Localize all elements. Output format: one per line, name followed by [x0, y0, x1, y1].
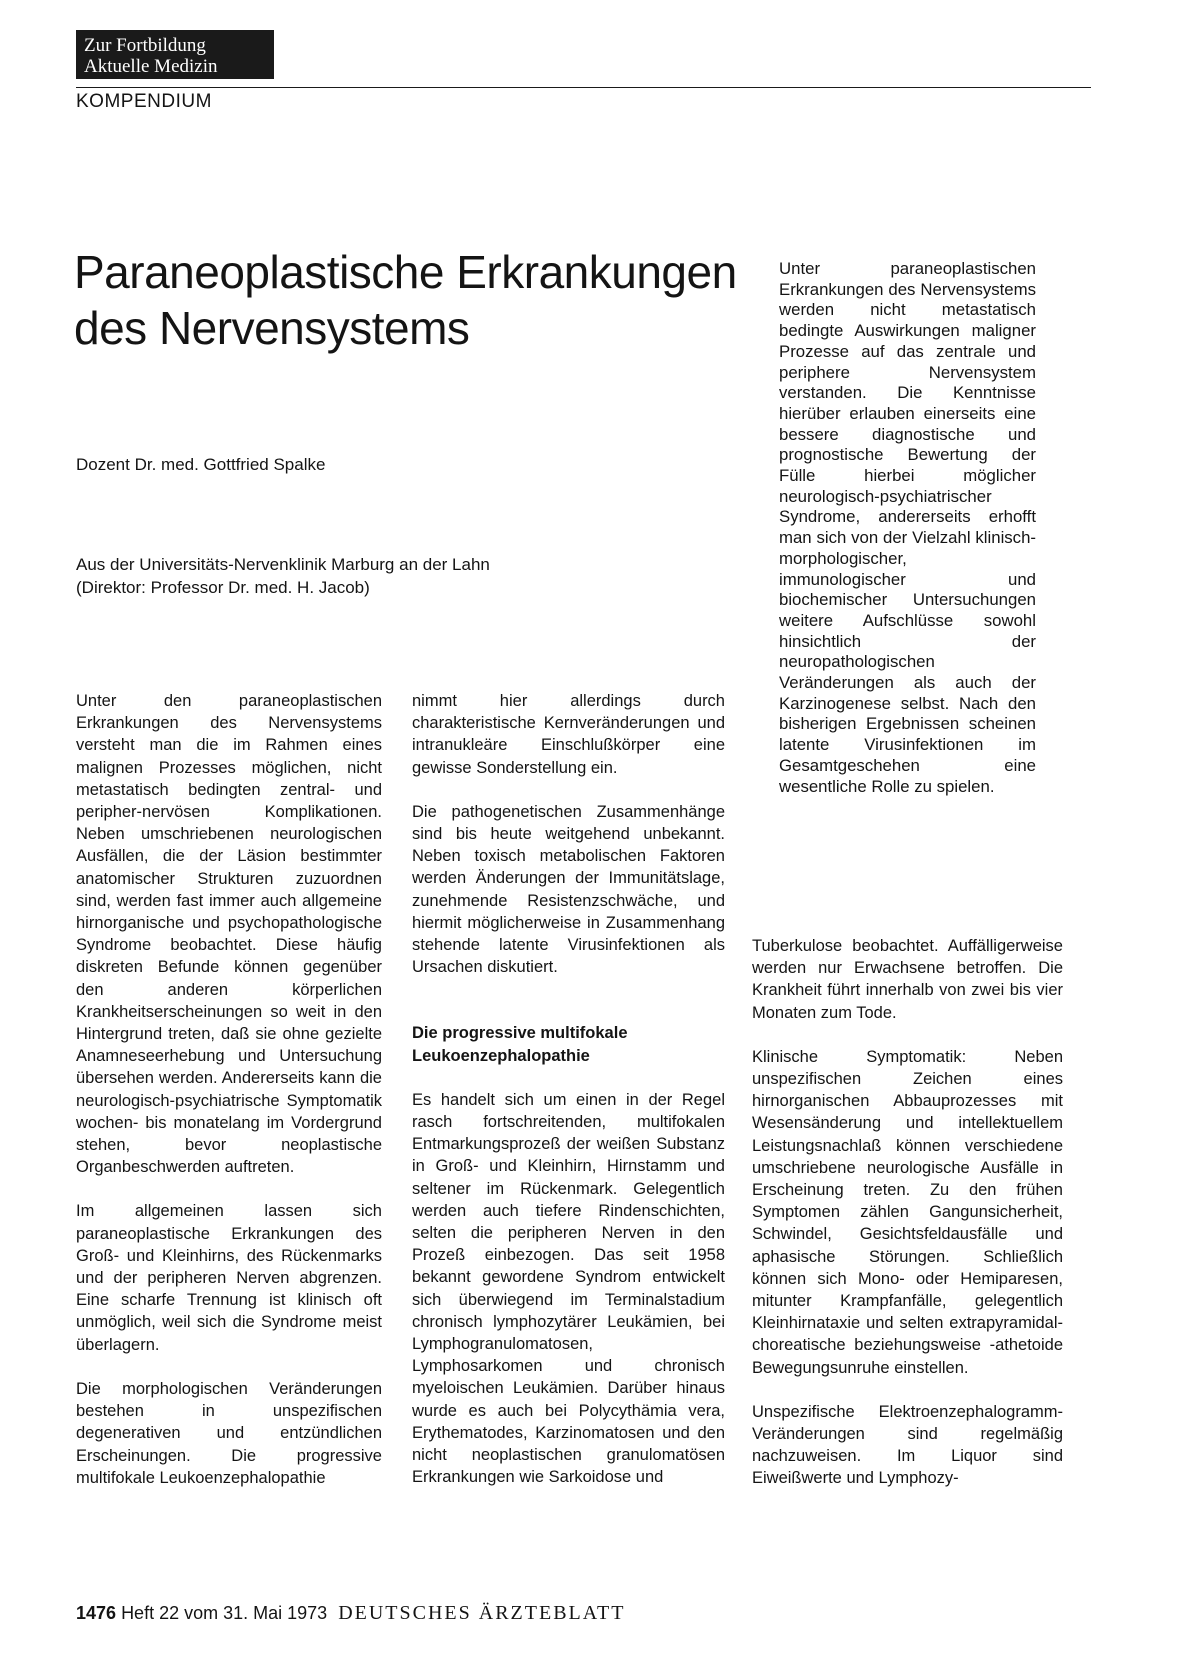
journal-name: DEUTSCHES ÄRZTEBLATT [338, 1602, 626, 1624]
heading-line-1: Die progressive multifokale [412, 1024, 628, 1043]
heading-line-2: Leukoenzephalopathie [412, 1046, 590, 1065]
paragraph: nimmt hier allerdings durch charakteristische Kernveränderungen und intranukleäre Einschlußkörper eine gewisse Sonderstellung ein. [412, 692, 725, 777]
affiliation-line-1: Aus der Universitäts-Nervenklinik Marburg an der Lahn [76, 555, 490, 574]
article-title [74, 244, 774, 356]
title-line-2: des Nervensystems [74, 302, 470, 354]
section-badge [76, 30, 274, 79]
footer [76, 1602, 625, 1625]
paragraph: Tuberkulose beobachtet. Auffälligerweise werden nur Erwachsene betroffen. Die Krankheit führt innerhalb von zwei bis vier Monaten zum Tode. [752, 937, 1063, 1022]
column-3 [752, 935, 1063, 1512]
page-number: 1476 [76, 1603, 117, 1623]
paragraph: Die pathogenetischen Zusammenhänge sind bis heute weitgehend unbekannt. Neben toxisch metabolischen Faktoren werden Änderungen der Immunitätslage, zunehmende Resistenzschwäche, und hiermit möglicherweise in Zusammenhang stehende latente Virusinfektionen als Ursachen diskutiert. [412, 802, 725, 977]
abstract [779, 259, 1036, 819]
paragraph: Die morphologischen Veränderungen bestehen in unspezifischen degenerativen und entzündlichen Erscheinungen. Die progressive multifokale Leukoenzephalopathie [76, 1379, 382, 1487]
section-heading [412, 1022, 725, 1066]
badge-line-1: Zur Fortbildung [84, 35, 206, 56]
author: Dozent Dr. med. Gottfried Spalke [76, 455, 326, 474]
paragraph: Es handelt sich um einen in der Regel rasch fortschreitenden, multifokalen Entmarkungsprozeß der weißen Substanz in Groß- und Kleinhirn, Hirnstamm und seltener im Rückenmark. Gelegentlich werden auch tiefere Rindenschichten, selten die peripheren Nerven in den Prozeß einbezogen. Das seit 1958 bekannt gewordene Syndrom entwickelt sich überwiegend im Terminalstadium chronisch lymphozytärer Leukämien, bei Lymphogranulomatosen, Lymphosarkomen und chronisch myeloischen Leukämien. Darüber hinaus wurde es auch bei Polycythämia vera, Erythematodes, Karzinomatosen und den nicht neoplastischen granulomatösen Erkrankungen wie Sarkoidose und [412, 1090, 725, 1487]
section-label: KOMPENDIUM [76, 91, 212, 112]
column-2 [412, 690, 725, 1511]
abstract-paragraph: Unter paraneoplastischen Erkrankungen des Nervensystems werden nicht metastatisch bedingte Auswirkungen maligner Prozesse auf das zentrale und periphere Nervensystem verstanden. Die Kenntnisse hierüber erlauben einerseits eine bessere diagnostische und prognostische Bewertung der Fülle hierbei möglicher neurologisch-psychiatrischer Syndrome, andererseits erhofft man sich von der Vielzahl klinisch-morphologischer, immunologischer und biochemischer Untersuchungen weitere Aufschlüsse sowohl hinsichtlich der neuropathologischen Veränderungen als auch der Karzinogenese selbst. Nach den bisherigen Ergebnissen scheinen latente Virusinfektionen im Gesamtgeschehen eine wesentliche Rolle zu spielen. [779, 259, 1036, 796]
title-line-1: Paraneoplastische Erkrankungen [74, 246, 737, 298]
paragraph: Im allgemeinen lassen sich paraneoplastische Erkrankungen des Groß- und Kleinhirns, des Rückenmarks und der peripheren Nerven abgrenzen. Eine scharfe Trennung ist klinisch oft unmöglich, weil sich die Syndrome meist überlagern. [76, 1202, 382, 1354]
paragraph: Unter den paraneoplastischen Erkrankungen des Nervensystems versteht man die im Rahmen eines malignen Prozesses möglichen, nicht metastatisch bedingten zentral- und peripher-nervösen Komplikationen. Neben umschriebenen neurologischen Ausfällen, die der Läsion bestimmter anatomischer Strukturen zuzuordnen sind, werden fast immer auch allgemeine hirnorganische und psychopathologische Syndrome beobachtet. Diese häufig diskreten Befunde können gegenüber den anderen körperlichen Krankheitserscheinungen so weit in den Hintergrund treten, daß sie ohne gezielte Anamneseerhebung und Untersuchung übersehen werden. Andererseits kann die neurologisch-psychiatrische Symptomatik wochen- bis monatelang im Vordergrund stehen, bevor neoplastische Organbeschwerden auftreten. [76, 692, 382, 1177]
issue-info: Heft 22 vom 31. Mai 1973 [121, 1603, 328, 1623]
header-rule [76, 87, 1091, 88]
affiliation-line-2: (Direktor: Professor Dr. med. H. Jacob) [76, 578, 370, 597]
affiliation [76, 553, 490, 599]
column-1 [76, 690, 382, 1511]
paragraph: Klinische Symptomatik: Neben unspezifischen Zeichen eines hirnorganischen Abbauprozesses mit Wesensänderung und intellektuellem Leistungsnachlaß können verschiedene umschriebene neurologische Ausfälle in Erscheinung treten. Zu den frühen Symptomen zählen Gangunsicherheit, Schwindel, Gesichtsfeldausfälle und aphasische Störungen. Schließlich können sich Mono- oder Hemiparesen, mitunter Krampfanfälle, gelegentlich Kleinhirnataxie und selten extrapyramidal-choreatische beziehungsweise -athetoide Bewegungsunruhe einstellen. [752, 1047, 1063, 1377]
badge-line-2: Aktuelle Medizin [84, 56, 218, 77]
paragraph: Unspezifische Elektroenzephalogramm-Veränderungen sind regelmäßig nachzuweisen. Im Liquor sind Eiweißwerte und Lymphozy- [752, 1402, 1063, 1488]
